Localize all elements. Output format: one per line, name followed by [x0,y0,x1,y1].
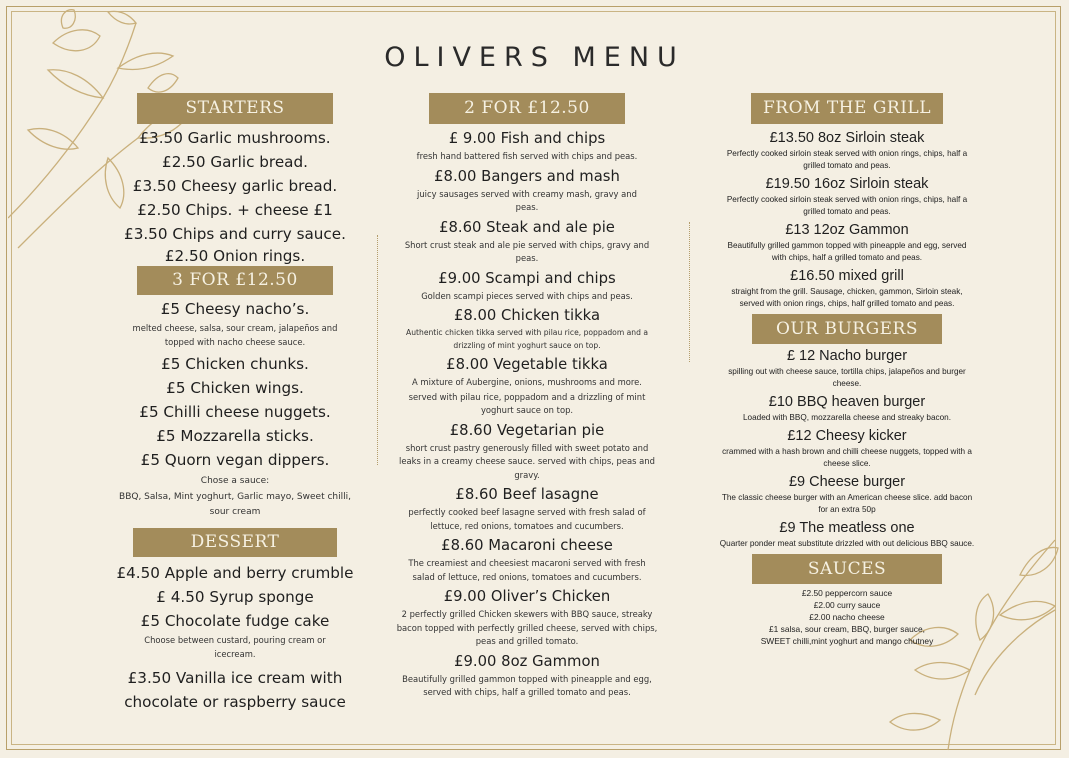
list-item: £2.00 curry sauce [813,600,881,610]
list-item: £2.50 Onion rings. [164,247,306,265]
item-description: Beautifully grilled gammon topped with pineapple and egg, served with chips, half a grilled tomato and peas. [402,673,652,697]
item-description: straight from the grill. Sausage, chicken, gammon, Sirloin steak, served with onion rings, chips, half grilled tomato and peas. [731,287,963,308]
two-for-list [392,129,662,700]
item-description: served with pilau rice, poppadom and a drizzling of mint yoghurt sauce on top. [408,391,646,415]
menu-item-name: £8.60 Beef lasagne [455,486,599,503]
list-item: £3.50 Garlic mushrooms. [139,129,331,147]
item-description: crammed with a hash brown and chilli cheese nuggets, topped with a cheese slice. [722,447,972,468]
item-description: melted cheese, salsa, sour cream, jalapeños and topped with nacho cheese sauce. [132,323,338,347]
item-description: A mixture of Aubergine, onions, mushrooms and more. [412,377,642,387]
list-item: £4.50 Apple and berry crumble [116,564,354,582]
column-divider-right [689,222,690,362]
sauce-options: BBQ, Salsa, Mint yoghurt, Garlic mayo, Sweet chilli, sour cream [119,492,351,517]
item-description: Quarter ponder meat substitute drizzled with out delicious BBQ sauce. [719,539,975,548]
column-divider-left [377,235,378,465]
list-item: £3.50 Chips and curry sauce. [124,225,346,243]
menu-item-name: £8.00 Vegetable tikka [446,356,608,373]
item-description: Perfectly cooked sirloin steak served with onion rings, chips, half a grilled tomato and peas. [726,195,968,216]
menu-item-name: £13 12oz Gammon [785,222,909,238]
item-description: The creamiest and cheesiest macaroni served with fresh salad of lettuce, red onions, tomatoes and cucumbers. [408,558,646,582]
item-description: Golden scampi pieces served with chips and peas. [421,290,633,301]
menu-item-name: £19.50 16oz Sirloin steak [765,176,929,192]
menu-item-name: £8.60 Macaroni cheese [441,537,613,554]
menu-item-name: £9.00 8oz Gammon [454,652,600,670]
list-item: £3.50 Vanilla ice cream with [127,669,343,687]
menu-item-name: £9 The meatless one [779,520,915,536]
section-heading-three-for: 3 FOR £12.50 [137,266,333,295]
menu-item-name: £9.00 Oliver’s Chicken [443,588,611,605]
section-heading-starters: STARTERS [137,93,333,124]
list-item: £5 Chilli cheese nuggets. [139,403,331,421]
item-description: perfectly cooked beef lasagne served with fresh salad of lettuce, red onions, tomatoes and cucumbers. [408,507,646,531]
list-item: £1 salsa, sour cream, BBQ, burger sauce, [769,624,925,634]
item-description: Perfectly cooked sirloin steak served with onion rings, chips, half a grilled tomato and peas. [726,149,968,170]
section-heading-two-for: 2 FOR £12.50 [429,93,625,124]
sauce-note: Chose a sauce: [200,476,270,486]
dessert-list [110,561,360,714]
list-item: £5 Chicken chunks. [161,355,309,373]
menu-item-name: £9 Cheese burger [788,474,906,490]
list-item: £ 4.50 Syrup sponge [156,588,314,606]
list-item: £2.50 Chips. + cheese £1 [137,201,333,219]
grill-list [716,129,978,310]
menu-item-name: £8.00 Bangers and mash [434,167,620,185]
item-description: Beautifully grilled gammon topped with pineapple and egg, served with chips, half a grilled tomato and peas. [727,241,967,262]
column-middle [392,93,662,700]
menu-item-name: £16.50 mixed grill [790,268,904,284]
burgers-list [716,347,978,550]
list-item: £2.00 nacho cheese [809,612,885,622]
item-description: short crust pastry generously filled with sweet potato and leaks in a creamy cheese sauce. served with chips, peas and gravy. [399,442,655,480]
section-heading-grill: FROM THE GRILL [751,93,943,124]
menu-item-name: £8.60 Vegetarian pie [449,421,605,439]
item-description: fresh hand battered fish served with chips and peas. [416,151,638,161]
menu-item-name: £8.00 Chicken tikka [453,307,601,324]
menu-item-name: £ 9.00 Fish and chips [448,130,606,147]
item-description: Short crust steak and ale pie served with chips, gravy and peas. [404,239,650,263]
menu-item-name: £12 Cheesy kicker [787,428,907,444]
item-description: Authentic chicken tikka served with pilau rice, poppadom and a drizzling of mint yoghurt sauce on top. [406,328,648,350]
item-description: The classic cheese burger with an American cheese slice. add bacon for an extra 50p [721,493,973,514]
starters-list [110,126,360,266]
list-item: £2.50 peppercorn sauce [801,588,893,598]
menu-item-name: £10 BBQ heaven burger [768,394,926,410]
menu-item-name: £8.60 Steak and ale pie [439,218,615,236]
item-description: Loaded with BBQ, mozzarella cheese and streaky bacon. [743,413,951,422]
list-item: £5 Chicken wings. [166,379,304,397]
menu-item-name: £9.00 Scampi and chips [438,269,616,287]
three-for-list [110,297,360,520]
item-description: juicy sausages served with creamy mash, gravy and peas. [417,188,637,212]
list-item: £5 Cheesy nacho’s. [160,300,310,318]
section-heading-burgers: OUR BURGERS [752,314,942,344]
menu-item-name: £ 12 Nacho burger [786,348,908,364]
column-left [110,93,360,714]
sauces-list [716,587,978,647]
list-item: £5 Quorn vegan dippers. [140,451,330,469]
list-item: £2.50 Garlic bread. [162,153,308,171]
section-heading-sauces: SAUCES [752,554,942,584]
column-right [716,93,978,647]
menu-item-name: £13.50 8oz Sirloin steak [769,130,925,146]
list-item: chocolate or raspberry sauce [124,693,346,711]
menu-title: OLIVERS MENU [384,42,685,73]
list-item: £5 Mozzarella sticks. [156,427,314,445]
item-description: 2 perfectly grilled Chicken skewers with BBQ sauce, streaky bacon topped with perfectly grilled cheese, served with chips, peas and grilled tomato. [396,609,658,646]
item-description: spilling out with cheese sauce, tortilla chips, jalapeños and burger cheese. [728,367,966,388]
list-item: £5 Chocolate fudge cake [140,612,330,630]
list-item: SWEET chilli,mint yoghurt and mango chutney [760,636,934,646]
list-item: £3.50 Cheesy garlic bread. [132,177,338,195]
section-heading-dessert: DESSERT [133,528,337,557]
dessert-note: Choose between custard, pouring cream or icecream. [144,635,326,659]
